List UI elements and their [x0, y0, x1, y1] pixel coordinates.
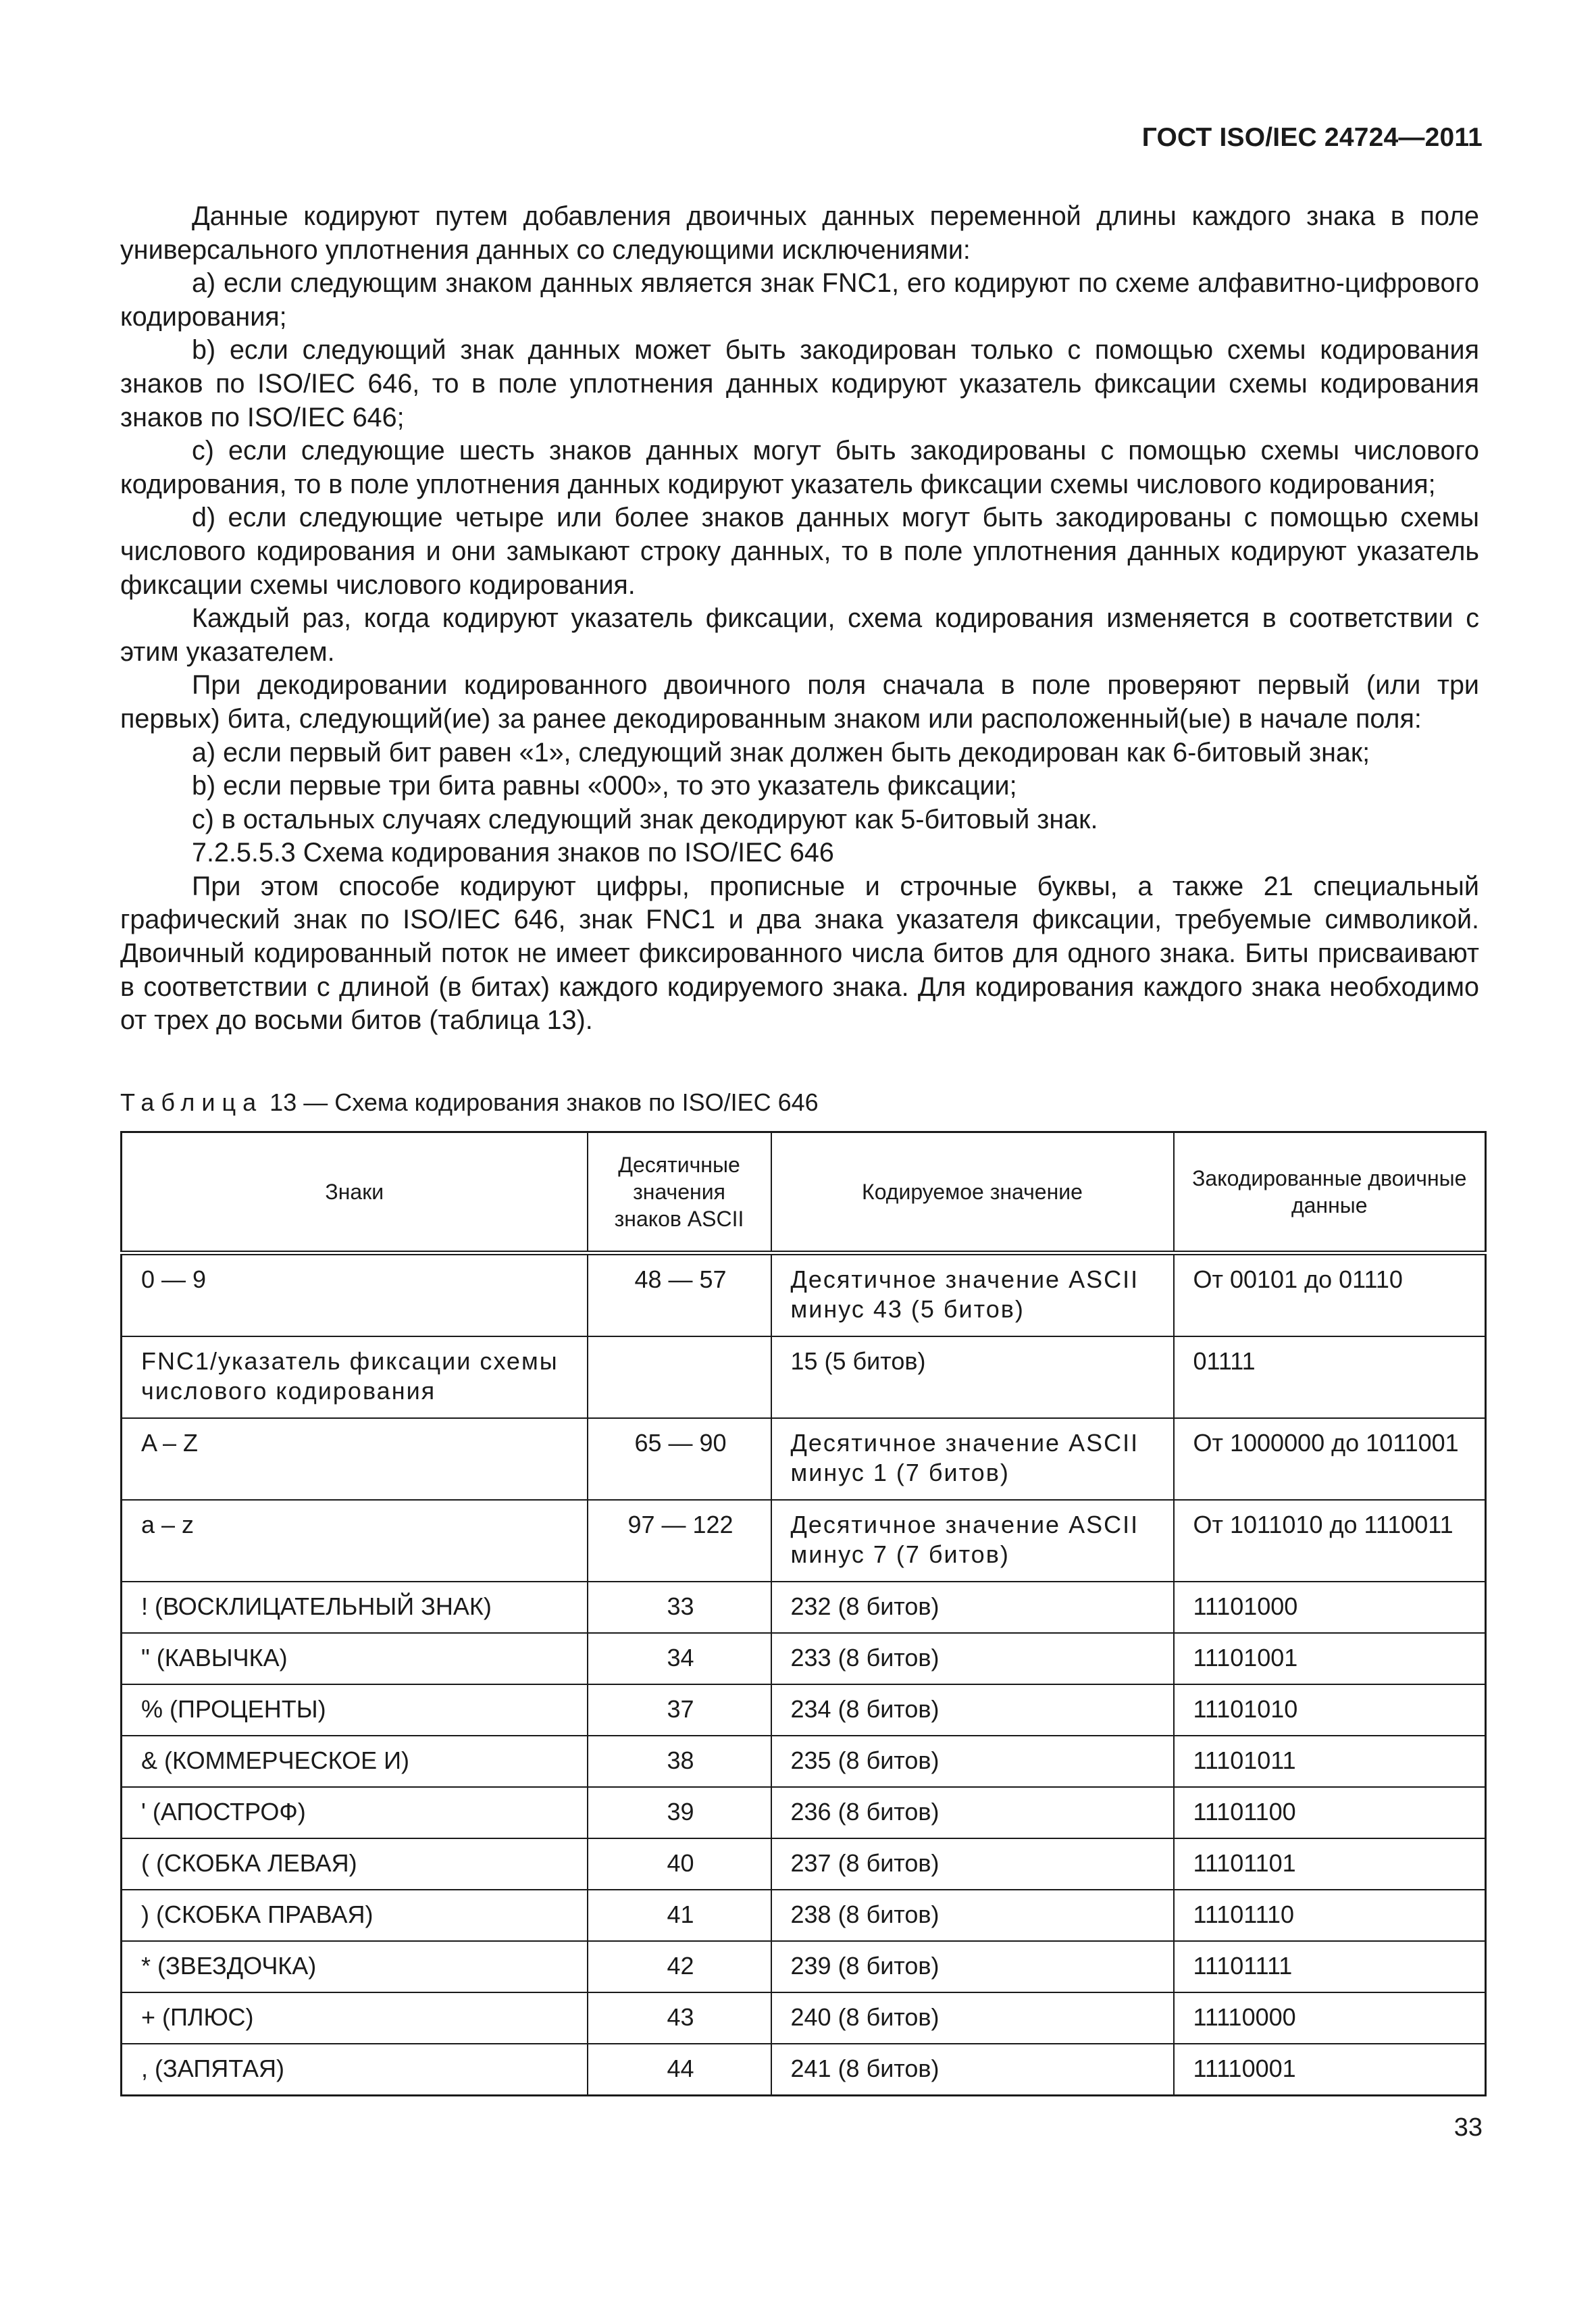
- cell-encoded: 237 (8 битов): [771, 1838, 1174, 1890]
- table-row: [122, 1633, 1486, 1684]
- paragraph: а) если следующим знаком данных является знак FNC1, его кодируют по схеме алфавитно-цифрового кодирования;: [120, 268, 1479, 332]
- cell-binary: 11110000: [1174, 1992, 1486, 2044]
- cell-binary: 11101011: [1174, 1736, 1486, 1787]
- table-caption: [120, 1086, 819, 1119]
- cell-character: ' (АПОСТРОФ): [122, 1787, 588, 1838]
- cell-binary: 01111: [1174, 1336, 1486, 1418]
- header-binary-data: Закодированные двоичные данные: [1174, 1132, 1486, 1253]
- cell-binary: От 1011010 до 1110011: [1174, 1500, 1486, 1582]
- encoding-table: [120, 1131, 1487, 2096]
- cell-binary: 11101000: [1174, 1582, 1486, 1633]
- cell-binary: 11101101: [1174, 1838, 1486, 1890]
- cell-character: FNC1/указатель фиксации схемы числового кодирования: [122, 1336, 588, 1418]
- cell-ascii: 97 — 122: [588, 1500, 771, 1582]
- table-row: [122, 1418, 1486, 1500]
- cell-ascii: 38: [588, 1736, 771, 1787]
- cell-character: 0 — 9: [122, 1253, 588, 1337]
- cell-encoded: 238 (8 битов): [771, 1890, 1174, 1941]
- cell-ascii: 33: [588, 1582, 771, 1633]
- paragraph: Каждый раз, когда кодируют указатель фиксации, схема кодирования изменяется в соответствии с этим указателем.: [120, 603, 1479, 667]
- paragraph: При этом способе кодируют цифры, прописные и строчные буквы, а также 21 специальный графический знак по ISO/IEC 646, знак FNC1 и два знака указателя фиксации, требуемые символикой. Двоичный кодированный поток не имеет фиксированного числа битов для одного знака. Биты присваивают в соответствии с длиной (в битах) каждого кодируемого знака. Для кодирования каждого знака необходимо от трех до восьми битов (таблица 13).: [120, 871, 1479, 1036]
- cell-encoded: 236 (8 битов): [771, 1787, 1174, 1838]
- section-heading: 7.2.5.5.3 Схема кодирования знаков по ISO/IEC 646: [192, 838, 834, 868]
- cell-ascii: 65 — 90: [588, 1418, 771, 1500]
- cell-encoded: 239 (8 битов): [771, 1941, 1174, 1992]
- cell-character: + (ПЛЮС): [122, 1992, 588, 2044]
- paragraph: с) если следующие шесть знаков данных могут быть закодированы с помощью схемы числового кодирования, то в поле уплотнения данных кодируют указатель фиксации схемы числового кодирования;: [120, 436, 1479, 499]
- table-row: [122, 1941, 1486, 1992]
- cell-encoded: 240 (8 битов): [771, 1992, 1174, 2044]
- cell-ascii: [588, 1336, 771, 1418]
- paragraph: b) если первые три бита равны «000», то это указатель фиксации;: [192, 771, 1017, 801]
- cell-character: a – z: [122, 1500, 588, 1582]
- cell-ascii: 48 — 57: [588, 1253, 771, 1337]
- cell-binary: 11101001: [1174, 1633, 1486, 1684]
- cell-ascii: 43: [588, 1992, 771, 2044]
- table-row: [122, 1684, 1486, 1736]
- cell-encoded: Десятичное значение ASCII минус 1 (7 битов): [771, 1418, 1174, 1500]
- cell-binary: 11101010: [1174, 1684, 1486, 1736]
- cell-ascii: 39: [588, 1787, 771, 1838]
- table-row: [122, 1890, 1486, 1941]
- table-row: [122, 1787, 1486, 1838]
- cell-ascii: 41: [588, 1890, 771, 1941]
- cell-binary: От 00101 до 01110: [1174, 1253, 1486, 1337]
- paragraph: с) в остальных случаях следующий знак декодируют как 5-битовый знак.: [192, 804, 1098, 834]
- cell-ascii: 40: [588, 1838, 771, 1890]
- paragraph: b) если следующий знак данных может быть закодирован только с помощью схемы кодирования знаков по ISO/IEC 646, то в поле уплотнения данных кодируют указатель фиксации схемы кодирования знаков по ISO/IEC 646;: [120, 335, 1479, 432]
- table-row: [122, 1253, 1486, 1337]
- cell-character: " (КАВЫЧКА): [122, 1633, 588, 1684]
- cell-encoded: 235 (8 битов): [771, 1736, 1174, 1787]
- cell-binary: 11110001: [1174, 2044, 1486, 2096]
- paragraph: При декодировании кодированного двоичного поля сначала в поле проверяют первый (или три первых) бита, следующий(ие) за ранее декодированным знаком или расположенный(ые) в начале поля:: [120, 670, 1479, 734]
- cell-binary: От 1000000 до 1011001: [1174, 1418, 1486, 1500]
- cell-character: ( (СКОБКА ЛЕВАЯ): [122, 1838, 588, 1890]
- table-row: [122, 1736, 1486, 1787]
- paragraph: d) если следующие четыре или более знаков данных могут быть закодированы с помощью схемы числового кодирования и они замыкают строку данных, то в поле уплотнения данных кодируют указатель фиксации схемы числового кодирования.: [120, 503, 1479, 600]
- table-row: [122, 1582, 1486, 1633]
- standard-designation: ГОСТ ISO/IEC 24724—2011: [1141, 123, 1483, 152]
- table-row: [122, 1500, 1486, 1582]
- cell-character: A – Z: [122, 1418, 588, 1500]
- body-text: [120, 200, 1479, 1038]
- cell-binary: 11101111: [1174, 1941, 1486, 1992]
- header-encoded-value: Кодируемое значение: [771, 1132, 1174, 1253]
- cell-encoded: 234 (8 битов): [771, 1684, 1174, 1736]
- cell-character: * (ЗВЕЗДОЧКА): [122, 1941, 588, 1992]
- paragraph: Данные кодируют путем добавления двоичных данных переменной длины каждого знака в поле универсального уплотнения данных со следующими исключениями:: [120, 201, 1479, 265]
- cell-ascii: 34: [588, 1633, 771, 1684]
- cell-encoded: 233 (8 битов): [771, 1633, 1174, 1684]
- cell-ascii: 37: [588, 1684, 771, 1736]
- cell-character: & (КОММЕРЧЕСКОЕ И): [122, 1736, 588, 1787]
- paragraph: а) если первый бит равен «1», следующий знак должен быть декодирован как 6-битовый знак;: [192, 737, 1370, 768]
- cell-encoded: 232 (8 битов): [771, 1582, 1174, 1633]
- page-number: 33: [1453, 2113, 1483, 2142]
- table-row: [122, 2044, 1486, 2096]
- cell-character: % (ПРОЦЕНТЫ): [122, 1684, 588, 1736]
- table-header-row: [122, 1132, 1486, 1253]
- cell-encoded: Десятичное значение ASCII минус 7 (7 битов): [771, 1500, 1174, 1582]
- cell-binary: 11101110: [1174, 1890, 1486, 1941]
- table-row: [122, 1336, 1486, 1418]
- table-row: [122, 1838, 1486, 1890]
- table-caption-word: Таблица: [120, 1088, 263, 1116]
- header-characters: Знаки: [122, 1132, 588, 1253]
- cell-encoded: Десятичное значение ASCII минус 43 (5 битов): [771, 1253, 1174, 1337]
- table-row: [122, 1992, 1486, 2044]
- cell-encoded: 15 (5 битов): [771, 1336, 1174, 1418]
- cell-binary: 11101100: [1174, 1787, 1486, 1838]
- cell-ascii: 44: [588, 2044, 771, 2096]
- cell-character: ) (СКОБКА ПРАВАЯ): [122, 1890, 588, 1941]
- table-caption-title: 13 — Схема кодирования знаков по ISO/IEC 646: [269, 1088, 819, 1116]
- cell-ascii: 42: [588, 1941, 771, 1992]
- cell-encoded: 241 (8 битов): [771, 2044, 1174, 2096]
- header-ascii-values: Десятичные значения знаков ASCII: [588, 1132, 771, 1253]
- cell-character: , (ЗАПЯТАЯ): [122, 2044, 588, 2096]
- cell-character: ! (ВОСКЛИЦАТЕЛЬНЫЙ ЗНАК): [122, 1582, 588, 1633]
